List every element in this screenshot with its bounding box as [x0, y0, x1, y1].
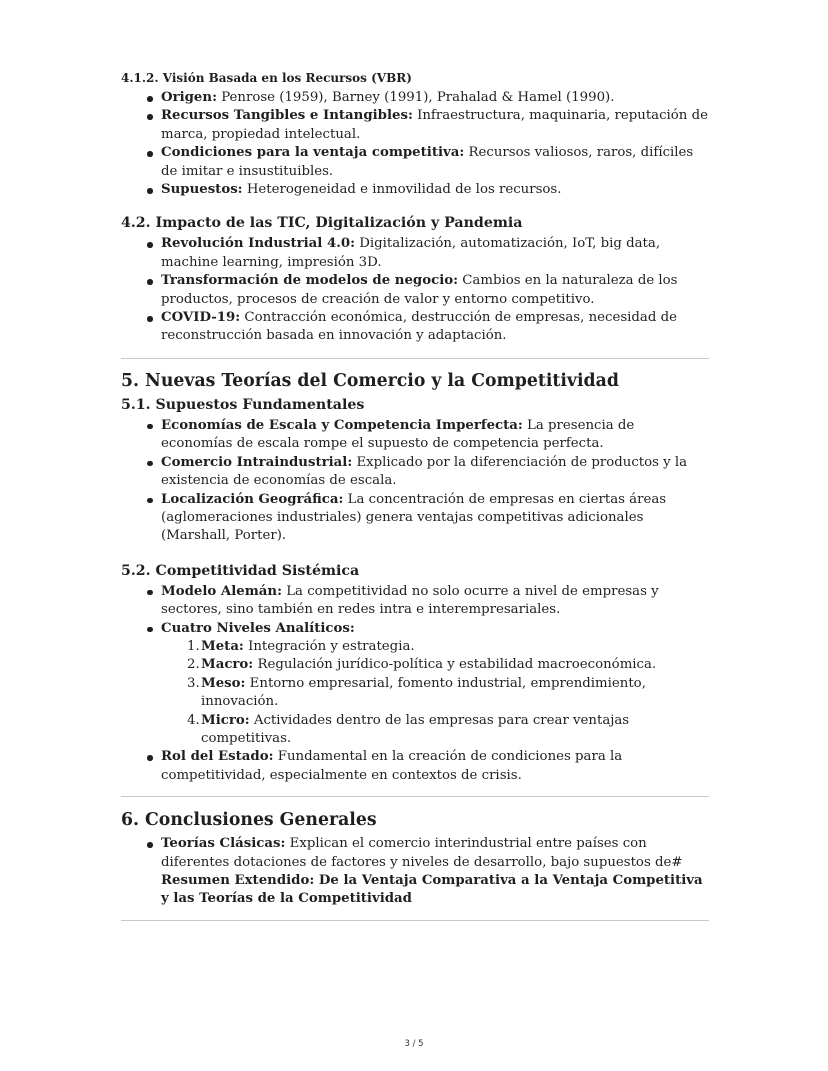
list-item: Localización Geográfica: La concentración de empresas en ciertas áreas (aglomeraciones industriales) genera ventajas competitivas adicionales (Marshall, Porter).	[161, 491, 709, 546]
analytic-levels-list	[121, 638, 709, 748]
numbered-item: 2. Macro: Regulación jurídico-política y estabilidad macroeconómica.	[187, 657, 657, 673]
numbered-item: 1. Meta: Integración y estrategia.	[187, 638, 415, 654]
section-5-1-list	[121, 417, 709, 546]
section-4-1-2-heading: 4.1.2. Visión Basada en los Recursos (VBR)	[121, 71, 412, 85]
list-item: Origen: Penrose (1959), Barney (1991), Prahalad & Hamel (1990).	[161, 89, 709, 107]
section-4-2-heading: 4.2. Impacto de las TIC, Digitalización y Pandemia	[121, 215, 523, 232]
section-4-1-2-list	[121, 89, 709, 199]
section-5-2-list-continued	[121, 748, 709, 785]
section-divider	[121, 920, 709, 921]
section-6-heading: 6. Conclusiones Generales	[121, 810, 377, 831]
list-item: Revolución Industrial 4.0: Digitalización, automatización, IoT, big data, machine learning, impresión 3D.	[161, 235, 709, 272]
list-item: Economías de Escala y Competencia Imperfecta: La presencia de economías de escala rompe el supuesto de competencia perfecta.	[161, 417, 709, 454]
numbered-item: 3. Meso: Entorno empresarial, fomento industrial, emprendimiento, innovación.	[187, 675, 646, 710]
list-item: Comercio Intraindustrial: Explicado por la diferenciación de productos y la existencia de economías de escala.	[161, 454, 709, 491]
list-item: Cuatro Niveles Analíticos:	[161, 620, 709, 638]
page-number: 3 / 5	[404, 1039, 424, 1049]
list-item: COVID-19: Contracción económica, destrucción de empresas, necesidad de reconstrucción basada en innovación y adaptación.	[161, 309, 709, 346]
section-5-1-heading: 5.1. Supuestos Fundamentales	[121, 396, 365, 413]
list-item: Supuestos: Heterogeneidad e inmovilidad de los recursos.	[161, 181, 709, 199]
section-4-2-list	[121, 235, 709, 345]
document-page	[121, 70, 709, 921]
list-item: Teorías Clásicas: Explican el comercio interindustrial entre países con diferentes dotaciones de factores y niveles de desarrollo, bajo supuestos de# Resumen Extendido: De la Ventaja Comparativa a la Ventaja Competitiva y las Teorías de la Competitividad	[161, 835, 709, 909]
list-item: Recursos Tangibles e Intangibles: Infraestructura, maquinaria, reputación de marca, propiedad intelectual.	[161, 107, 709, 144]
section-5-2-heading: 5.2. Competitividad Sistémica	[121, 562, 360, 579]
section-5-2-list	[121, 583, 709, 638]
list-item: Modelo Alemán: La competitividad no solo ocurre a nivel de empresas y sectores, sino también en redes intra e interempresariales.	[161, 583, 709, 620]
section-6-list	[121, 835, 709, 909]
list-item: Transformación de modelos de negocio: Cambios en la naturaleza de los productos, procesos de creación de valor y entorno competitivo.	[161, 272, 709, 309]
list-item: Condiciones para la ventaja competitiva: Recursos valiosos, raros, difíciles de imitar e insustituibles.	[161, 144, 709, 181]
numbered-item: 4. Micro: Actividades dentro de las empresas para crear ventajas competitivas.	[187, 712, 630, 746]
list-item: Rol del Estado: Fundamental en la creación de condiciones para la competitividad, especialmente en contextos de crisis.	[161, 748, 709, 785]
section-5-heading: 5. Nuevas Teorías del Comercio y la Competitividad	[121, 370, 619, 391]
